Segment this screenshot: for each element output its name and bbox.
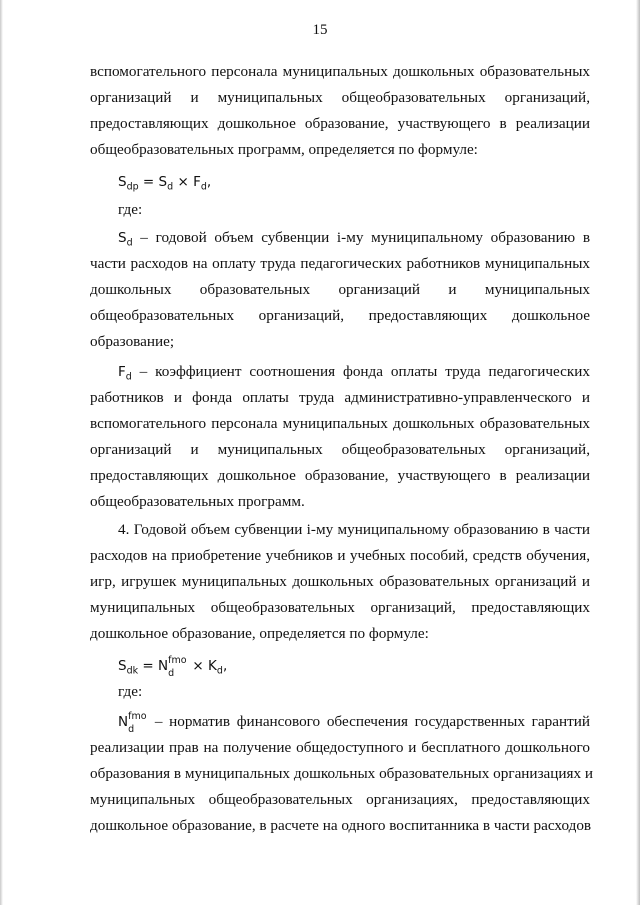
page-number: 15: [312, 22, 328, 38]
text-line: организаций и муниципальных общеобразовательных организаций,: [90, 89, 590, 106]
definition-fd: $F_d$ – коэффициент соотношения фонда оплаты труда педагогических: [118, 363, 590, 383]
text-line: вспомогательного персонала муниципальных дошкольных образовательных: [90, 63, 590, 80]
text-line: дошкольных образовательных организаций и муниципальных: [90, 281, 590, 298]
definition-nd: N fmo d – норматив финансового обеспечения государственных гарантий: [118, 711, 590, 735]
text-line: образования в муниципальных дошкольных образовательных организациях и: [90, 765, 594, 782]
text-line: предоставляющих дошкольное образование, участвующего в реализации: [90, 467, 590, 484]
text-line: вспомогательного персонала муниципальных дошкольных образовательных: [90, 415, 590, 432]
text-line: образование;: [90, 333, 175, 350]
text-line: дошкольное образование, определяется по формуле:: [90, 625, 429, 642]
where-label: где:: [118, 201, 143, 218]
formula-sdk: $S_{dk} = N$ fmo d × $K_d$,: [118, 655, 228, 679]
text-line: общеобразовательных программ, определяется по формуле:: [90, 141, 478, 158]
scan-edge-right: [636, 0, 640, 905]
scan-edge-left: [0, 0, 3, 905]
text-line: игр, игрушек муниципальных дошкольных образовательных организаций и: [90, 573, 590, 590]
text-line: общеобразовательных программ.: [90, 493, 305, 510]
paragraph-4-start: 4. Годовой объем субвенции i-му муниципальному образованию в части: [118, 521, 590, 538]
where-label: где:: [118, 683, 143, 700]
text-line: части расходов на оплату труда педагогических работников муниципальных: [90, 255, 590, 272]
formula-sdp: $S_{dp} = S_d \times F_d$,: [118, 174, 212, 193]
text-line: муниципальных общеобразовательных организациях, предоставляющих: [90, 791, 590, 808]
text-line: работников и фонда оплаты труда административно-управленческого и: [90, 389, 590, 406]
text-line: реализации прав на получение общедоступного и бесплатного дошкольного: [90, 739, 590, 756]
definition-sd: $S_d$ – годовой объем субвенции i-му муниципальному образованию в: [118, 229, 590, 249]
text-line: предоставляющих дошкольное образование, участвующего в реализации: [90, 115, 590, 132]
text-line: общеобразовательных организаций, предоставляющих дошкольное: [90, 307, 590, 324]
text-line: организаций и муниципальных общеобразовательных организаций,: [90, 441, 590, 458]
text-line: муниципальных общеобразовательных организаций, предоставляющих: [90, 599, 590, 616]
text-line: расходов на приобретение учебников и учебных пособий, средств обучения,: [90, 547, 590, 564]
text-line: дошкольное образование, в расчете на одного воспитанника в части расходов: [90, 817, 592, 834]
